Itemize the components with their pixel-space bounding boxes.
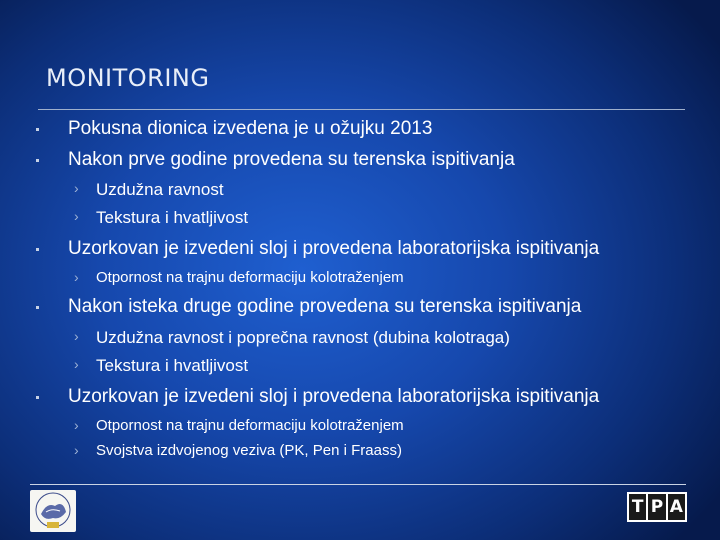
chevron-right-icon: › xyxy=(74,442,79,458)
chevron-right-icon: › xyxy=(74,328,79,344)
sub-bullet-3-1 xyxy=(74,269,404,286)
bullet-icon xyxy=(36,248,39,251)
bullet-item-2 xyxy=(68,149,515,171)
bullet-item-4 xyxy=(68,296,581,318)
bullet-item-1 xyxy=(68,118,432,140)
sub-bullet-4-2 xyxy=(74,356,249,376)
tpa-logo xyxy=(627,492,687,522)
bullet-text: Uzorkovan je izvedeni sloj i provedena laboratorijska ispitivanja xyxy=(68,238,600,259)
sub-bullet-text: Uzdužna ravnost xyxy=(96,180,224,199)
sub-bullet-text: Uzdužna ravnost i poprečna ravnost (dubina kolotraga) xyxy=(96,328,510,347)
title-divider xyxy=(38,109,685,110)
chevron-right-icon: › xyxy=(74,417,79,433)
tpa-logo-letter: A xyxy=(668,494,685,520)
footer-divider xyxy=(30,484,686,485)
sub-bullet-5-2 xyxy=(74,442,402,459)
tpa-logo-letter: T xyxy=(629,494,646,520)
bullet-icon xyxy=(36,396,39,399)
sub-bullet-text: Tekstura i hvatljivost xyxy=(96,208,249,227)
bullet-text: Nakon isteka druge godine provedena su terenska ispitivanja xyxy=(68,296,582,317)
bullet-icon xyxy=(36,306,39,309)
sub-bullet-text: Tekstura i hvatljivost xyxy=(96,356,249,375)
chevron-right-icon: › xyxy=(74,356,79,372)
bullet-item-3 xyxy=(68,238,599,260)
chevron-right-icon: › xyxy=(74,208,79,224)
chevron-right-icon: › xyxy=(74,180,79,196)
bullet-text: Nakon prve godine provedena su terenska ispitivanja xyxy=(68,149,515,170)
bullet-text: Uzorkovan je izvedeni sloj i provedena laboratorijska ispitivanja xyxy=(68,386,600,407)
bullet-item-5 xyxy=(68,386,599,408)
bullet-text: Pokusna dionica izvedena je u ožujku 2013 xyxy=(68,118,433,139)
bullet-icon xyxy=(36,159,39,162)
organization-emblem-icon xyxy=(30,490,76,532)
sub-bullet-2-1 xyxy=(74,180,224,200)
sub-bullet-text: Svojstva izdvojenog veziva (PK, Pen i Fraass) xyxy=(96,442,402,459)
chevron-right-icon: › xyxy=(74,269,79,285)
sub-bullet-4-1 xyxy=(74,328,510,348)
tpa-logo-letter: P xyxy=(648,494,665,520)
sub-bullet-text: Otpornost na trajnu deformaciju kolotraženjem xyxy=(96,269,404,286)
slide-title: MONITORING xyxy=(46,64,210,92)
bullet-icon xyxy=(36,128,39,131)
sub-bullet-5-1 xyxy=(74,417,404,434)
sub-bullet-text: Otpornost na trajnu deformaciju kolotraženjem xyxy=(96,417,404,434)
sub-bullet-2-2 xyxy=(74,208,249,228)
